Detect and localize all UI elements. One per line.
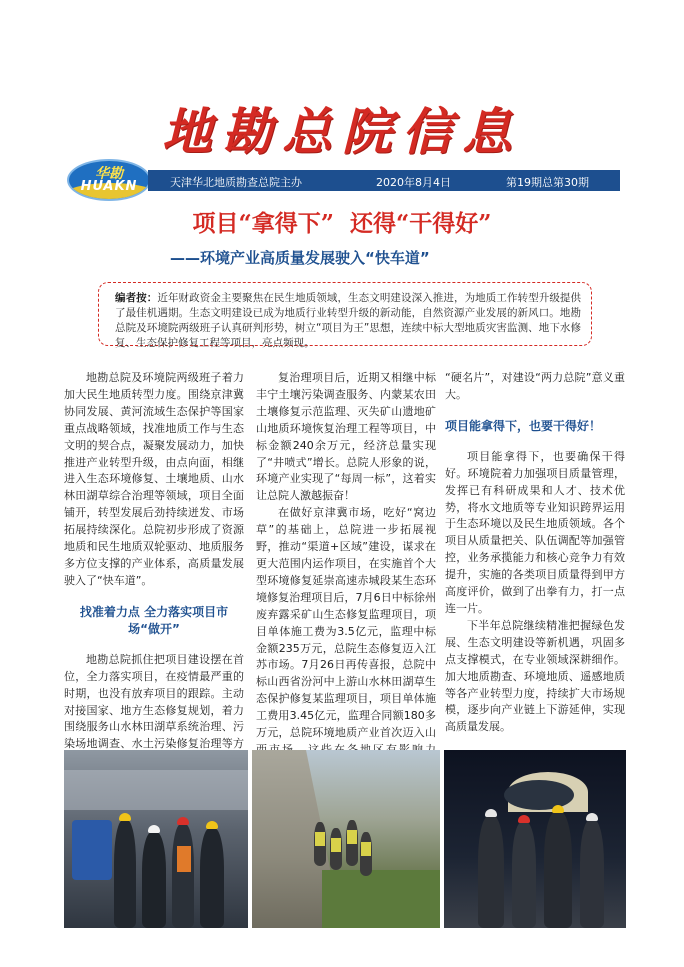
section-heading-1: 找准着力点 全力落实项目市场“做开” (79, 604, 229, 636)
photo-slope-team (252, 750, 440, 928)
article-paragraph: 地勘总院抓住把项目建设摆在首位，全力落实项目，在疫情最严重的时期，也没有放弃项目的跟踪。主动对接国家、地方生态修复规划，着力围绕服务山水林田湖草系统治理、污染场地调查、水土污染修复治理等方 (64, 652, 244, 751)
issue-number: 第19期总第30期 (506, 176, 589, 189)
editor-note (98, 282, 592, 349)
article-column-3 (445, 370, 625, 736)
article-paragraph: 下半年总院继续精准把握绿色发展、生态文明建设等新机遇，巩固多点支撑模式，在专业领域深耕细作。加大地质勘查、环境地质、遥感地质等各产业转型力度，持续扩大市场规模，逐步向产业链上下游延伸，实现高质量发展。 (445, 618, 625, 734)
article-column-2 (256, 370, 436, 793)
article-paragraph: 地勘总院及环境院两级班子着力加大民生地质转型力度。围绕京津冀协同发展、黄河流域生态保护等国家重点战略领域，找准地质工作与生态文明的契合点，凝聚发展动力，加快推进产业转型升级，由点向面，相继进入生态环境修复、土壤地质、山水林田湖草综合治理等领域，项目全面铺开，转型发展后劲持续迸发、市场拓展持续深化。总院初步形成了资源地质和民生地质双轮驱动、地质服务多方位支撑的产业体系，高质量发展驶入了“快车道”。 (64, 371, 244, 587)
editor-note-text: 近年财政资金主要聚焦在民生地质领域，生态文明建设深入推进，为地质工作转型升级提供了最佳机遇期。生态文明建设已成为地质行业转型升级的新动能，自然资源产业发展的新风口。地勘总院及环境院两级班子认真研判形势，树立“项目为王”思想，连续中标大型地质灾害监测、地下水修复、生态保护修复工程等项目，亮点频现。 (115, 292, 582, 349)
article-subheadline: ——环境产业高质量发展驶入“快车道” (170, 249, 430, 267)
logo-cn-text: 华勘 (95, 166, 123, 182)
article-paragraph: “硬名片”，对建设“两力总院”意义重大。 (445, 371, 625, 401)
masthead-title: 地勘总院信息 (162, 102, 522, 161)
article-headline: 项目“拿得下” 还得“干得好” (192, 210, 492, 237)
photo-night-work (444, 750, 626, 928)
article-paragraph: 复治理项目后，近期又相继中标丰宁土壤污染调查服务、内蒙某农田土壤修复示范监理、灭失矿山遗地矿山地质环境恢复治理工程等项目，中标金额240余万元，经济总量实现了“井喷式”增长。总院人形象的说，环境产业实现了“每周一标”，这着实让总院人激越振奋！ (256, 371, 436, 503)
info-bar (148, 170, 620, 191)
article-paragraph: 项目能拿得下，也要确保干得好。环境院着力加强项目质量管理，发挥已有科研成果和人才、技术优势，将水文地质等专业知识跨界运用于生态环境以及民生地质领域。各个项目从质量把关、队伍调配等加强管控，业务承揽能力和核心竞争力有效提升，实施的各类项目质量得到甲方高度评价，做到了出拳有力，打一点连一片。 (445, 449, 625, 615)
photo-strip (64, 750, 626, 928)
huakan-logo (67, 159, 151, 201)
photo-site-inspection (64, 750, 248, 928)
article-paragraph: 在做好京津冀市场，吃好“窝边草”的基础上，总院进一步拓展视野，推动“渠道+区域”建设，谋求在更大范围内运作项目，在实施首个大型环境修复延崇高速赤城段某生态环境修复治理项目后，7月6日中标徐州废弃露采矿山生态修复监理项目，项目单体施工费为3.5亿元，监理中标金额235万元，总院生态修复迈入江苏市场。7月26日再传喜报，总院中标山西省汾河中上游山水林田湖草生态保护修复某监理项目，项目单体施工费用3.45亿元，监理合同额180多万元，总院环境地质产业首次迈入山 (256, 506, 436, 740)
section-heading-2: 项目能拿得下，也要干得好！ (445, 418, 602, 433)
editor-note-label: 编者按： (115, 292, 158, 304)
sponsor-text: 天津华北地质勘查总院主办 (170, 176, 302, 189)
article-column-1 (64, 370, 244, 787)
issue-date: 2020年8月4日 (376, 176, 451, 189)
logo-en-text: HUAKN (80, 179, 138, 194)
